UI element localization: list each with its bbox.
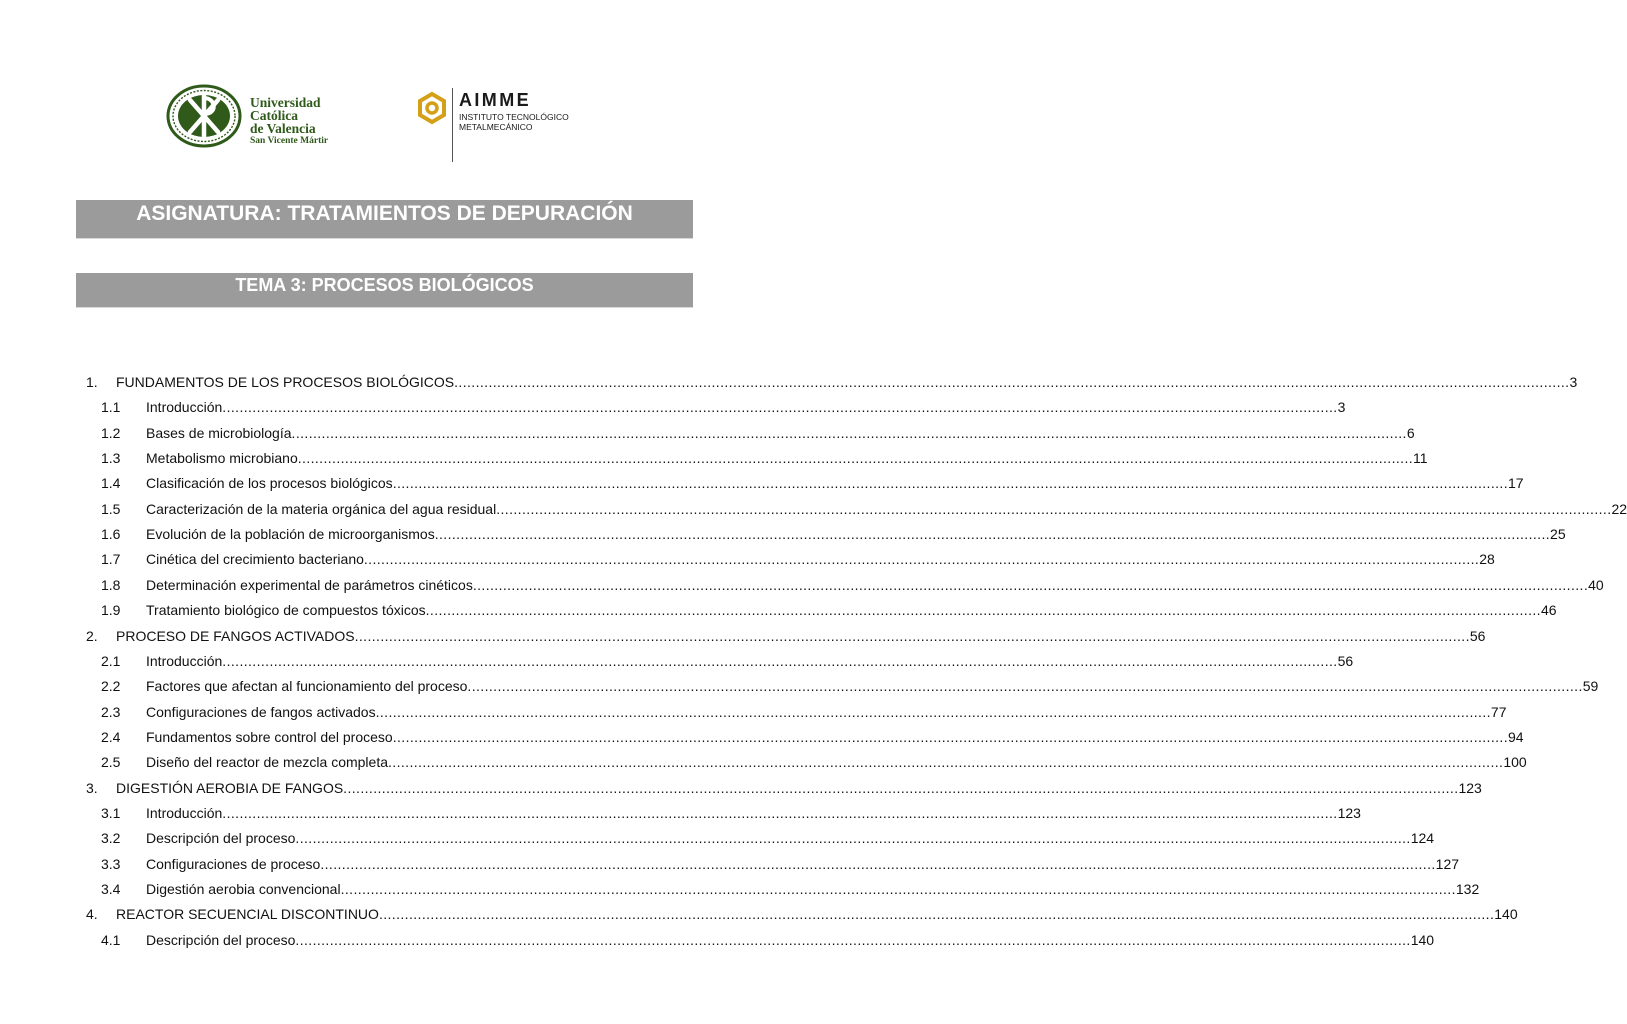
toc-leader-dots: ....................................................................................................................................................................................................................................................................: [343, 779, 1459, 796]
toc-entry-page: 127: [1435, 855, 1460, 872]
toc-entry-title: Tratamiento biológico de compuestos tóxicos: [146, 602, 426, 619]
toc-entry[interactable]: [0, 727, 1524, 747]
toc-entry-number: 1.2: [101, 424, 121, 441]
toc-entry-number: 2.: [86, 627, 98, 644]
toc-entry-title: Factores que afectan al funcionamiento del proceso: [146, 678, 468, 695]
toc-entry-page: 28: [1479, 551, 1495, 568]
toc-entry[interactable]: [0, 854, 1460, 874]
toc-leader-dots: ....................................................................................................................................................................................................................................................................: [496, 500, 1612, 517]
toc-entry[interactable]: [0, 752, 1527, 772]
toc-entry[interactable]: [0, 904, 1518, 924]
toc-entry-number: 2.5: [101, 754, 121, 771]
toc-entry-number: 1.3: [101, 450, 121, 467]
toc-leader-dots: ....................................................................................................................................................................................................................................................................: [363, 551, 1480, 568]
toc-entry[interactable]: [0, 397, 1346, 417]
toc-entry-title: Clasificación de los procesos biológicos: [146, 475, 393, 492]
toc-entry[interactable]: [0, 423, 1415, 443]
toc-entry-number: 1.4: [101, 475, 121, 492]
ucv-line-1: Universidad: [250, 95, 321, 110]
toc-entry-page: 56: [1337, 652, 1354, 669]
toc-entry-title: Descripción del proceso: [146, 931, 296, 948]
toc-leader-dots: ....................................................................................................................................................................................................................................................................: [354, 627, 1470, 644]
toc-entry-title: PROCESO DE FANGOS ACTIVADOS: [116, 627, 355, 644]
topic-title-banner: TEMA 3: PROCESOS BIOLÓGICOS: [76, 273, 693, 308]
toc-entry[interactable]: [0, 676, 1599, 696]
aimme-subtitle-1: INSTITUTO TECNOLÓGICO: [459, 112, 569, 122]
toc-entry-title: FUNDAMENTOS DE LOS PROCESOS BIOLÓGICOS: [116, 374, 455, 390]
toc-entry-number: 1.6: [101, 526, 121, 543]
toc-entry-number: 1.9: [101, 602, 121, 619]
toc-entry-page: 6: [1406, 424, 1415, 441]
toc-entry-title: Caracterización de la materia orgánica del agua residual: [146, 500, 497, 517]
toc-entry-title: Introducción: [146, 804, 223, 821]
toc-entry-title: Metabolismo microbiano: [146, 450, 298, 467]
toc-entry-page: 100: [1503, 754, 1527, 771]
toc-entry-title: DIGESTIÓN AEROBIA DE FANGOS: [116, 779, 344, 796]
toc-entry-title: Evolución de la población de microorganismos: [146, 526, 435, 543]
toc-entry-page: 59: [1582, 678, 1599, 695]
toc-entry[interactable]: [0, 448, 1428, 468]
toc-entry-page: 25: [1550, 526, 1566, 543]
toc-entry[interactable]: [0, 473, 1524, 493]
toc-entry-title: REACTOR SECUENCIAL DISCONTINUO: [116, 906, 379, 923]
toc-entry-title: Configuraciones de proceso: [146, 855, 321, 872]
toc-leader-dots: ....................................................................................................................................................................................................................................................................: [467, 678, 1583, 695]
toc-entry-page: 132: [1455, 881, 1480, 897]
ucv-seal-icon: [166, 84, 242, 148]
toc-entry-number: 3.1: [101, 804, 121, 821]
toc-entry-page: 94: [1508, 728, 1524, 745]
toc-entry-number: 3.4: [101, 881, 121, 897]
toc-entry-page: 123: [1458, 779, 1482, 796]
toc-entry-page: 46: [1540, 602, 1557, 619]
ucv-logo: [166, 84, 336, 148]
ucv-line-3: de Valencia: [250, 121, 316, 136]
toc-entry-title: Diseño del reactor de mezcla completa: [146, 754, 389, 771]
toc-entry-title: Configuraciones de fangos activados: [146, 703, 376, 720]
toc-entry-page: 140: [1494, 906, 1518, 923]
toc-entry[interactable]: [0, 702, 1507, 722]
toc-entry[interactable]: [0, 372, 1578, 392]
toc-entry-number: 2.4: [101, 728, 121, 745]
toc-entry-title: Introducción: [146, 652, 223, 669]
toc-entry-number: 3.3: [101, 855, 121, 872]
toc-entry-number: 3.2: [101, 830, 121, 847]
toc-entry-page: 56: [1469, 627, 1486, 644]
toc-entry-number: 3.: [86, 779, 98, 796]
toc-entry-title: Digestión aerobia convencional: [146, 881, 341, 897]
toc-leader-dots: ....................................................................................................................................................................................................................................................................: [222, 399, 1338, 416]
toc-entry-page: 40: [1588, 576, 1604, 593]
toc-entry-title: Bases de microbiología: [146, 424, 292, 441]
toc-leader-dots: ....................................................................................................................................................................................................................................................................: [454, 374, 1570, 390]
toc-leader-dots: ....................................................................................................................................................................................................................................................................: [295, 830, 1411, 847]
toc-entry[interactable]: [0, 651, 1354, 671]
toc-entry[interactable]: [0, 549, 1495, 569]
toc-entry-number: 4.1: [101, 931, 121, 948]
toc-leader-dots: ....................................................................................................................................................................................................................................................................: [375, 703, 1491, 720]
toc-entry-number: 1.8: [101, 576, 121, 593]
toc-entry-number: 4.: [86, 906, 98, 923]
toc-entry-page: 17: [1508, 475, 1524, 492]
toc-leader-dots: ....................................................................................................................................................................................................................................................................: [340, 881, 1456, 897]
toc-leader-dots: ....................................................................................................................................................................................................................................................................: [295, 931, 1411, 948]
toc-entry[interactable]: [0, 803, 1361, 823]
toc-entry[interactable]: [0, 499, 1627, 519]
toc-entry-page: 3: [1337, 399, 1346, 416]
toc-entry-number: 2.2: [101, 678, 121, 695]
ucv-line-2: Católica: [250, 108, 298, 123]
toc-entry-title: Descripción del proceso: [146, 830, 296, 847]
toc-entry-title: Cinética del crecimiento bacteriano: [146, 551, 364, 568]
toc-entry-number: 2.3: [101, 703, 121, 720]
aimme-logo: [416, 88, 586, 164]
toc-entry[interactable]: [0, 930, 1435, 950]
toc-entry-title: Introducción: [146, 399, 223, 416]
toc-entry-number: 2.1: [101, 652, 121, 669]
toc-leader-dots: ....................................................................................................................................................................................................................................................................: [320, 855, 1436, 872]
toc-entry-number: 1.: [86, 374, 98, 390]
toc-leader-dots: ....................................................................................................................................................................................................................................................................: [297, 450, 1414, 467]
toc-leader-dots: ....................................................................................................................................................................................................................................................................: [291, 424, 1407, 441]
toc-leader-dots: ....................................................................................................................................................................................................................................................................: [392, 728, 1509, 745]
toc-leader-dots: ....................................................................................................................................................................................................................................................................: [222, 804, 1338, 821]
aimme-hexagon-icon: [416, 92, 448, 124]
toc-entry[interactable]: [0, 828, 1435, 848]
toc-entry-page: 140: [1410, 931, 1435, 948]
toc-entry-page: 124: [1410, 830, 1435, 847]
aimme-subtitle-2: METALMECÁNICO: [459, 122, 533, 132]
ucv-line-4: San Vicente Mártir: [250, 136, 329, 146]
toc-entry-page: 22: [1611, 500, 1627, 517]
toc-entry-page: 77: [1490, 703, 1507, 720]
toc-entry[interactable]: [0, 600, 1557, 620]
toc-leader-dots: ....................................................................................................................................................................................................................................................................: [378, 906, 1495, 923]
toc-leader-dots: ....................................................................................................................................................................................................................................................................: [472, 576, 1589, 593]
toc-entry-page: 11: [1413, 450, 1428, 467]
toc-leader-dots: ....................................................................................................................................................................................................................................................................: [425, 602, 1541, 619]
toc-entry-page: 123: [1337, 804, 1361, 821]
toc-entry-number: 1.7: [101, 551, 121, 568]
toc-entry-number: 1.1: [101, 399, 121, 416]
toc-leader-dots: ....................................................................................................................................................................................................................................................................: [392, 475, 1508, 492]
toc-entry-page: 3: [1569, 374, 1578, 390]
toc-entry[interactable]: [0, 575, 1604, 595]
toc-entry[interactable]: [0, 879, 1480, 899]
toc-entry[interactable]: [0, 524, 1566, 544]
toc-entry-title: Determinación experimental de parámetros cinéticos: [146, 576, 473, 593]
toc-leader-dots: ....................................................................................................................................................................................................................................................................: [388, 754, 1504, 771]
toc-leader-dots: ....................................................................................................................................................................................................................................................................: [434, 526, 1551, 543]
toc-entry[interactable]: [0, 778, 1482, 798]
toc-entry-number: 1.5: [101, 500, 121, 517]
toc-entry-title: Fundamentos sobre control del proceso: [146, 728, 393, 745]
toc-leader-dots: ....................................................................................................................................................................................................................................................................: [222, 652, 1338, 669]
aimme-name: AIMME: [459, 90, 531, 110]
course-title-banner: ASIGNATURA: TRATAMIENTOS DE DEPURACIÓN: [76, 200, 693, 239]
aimme-divider: [452, 88, 453, 162]
toc-entry[interactable]: [0, 626, 1486, 646]
